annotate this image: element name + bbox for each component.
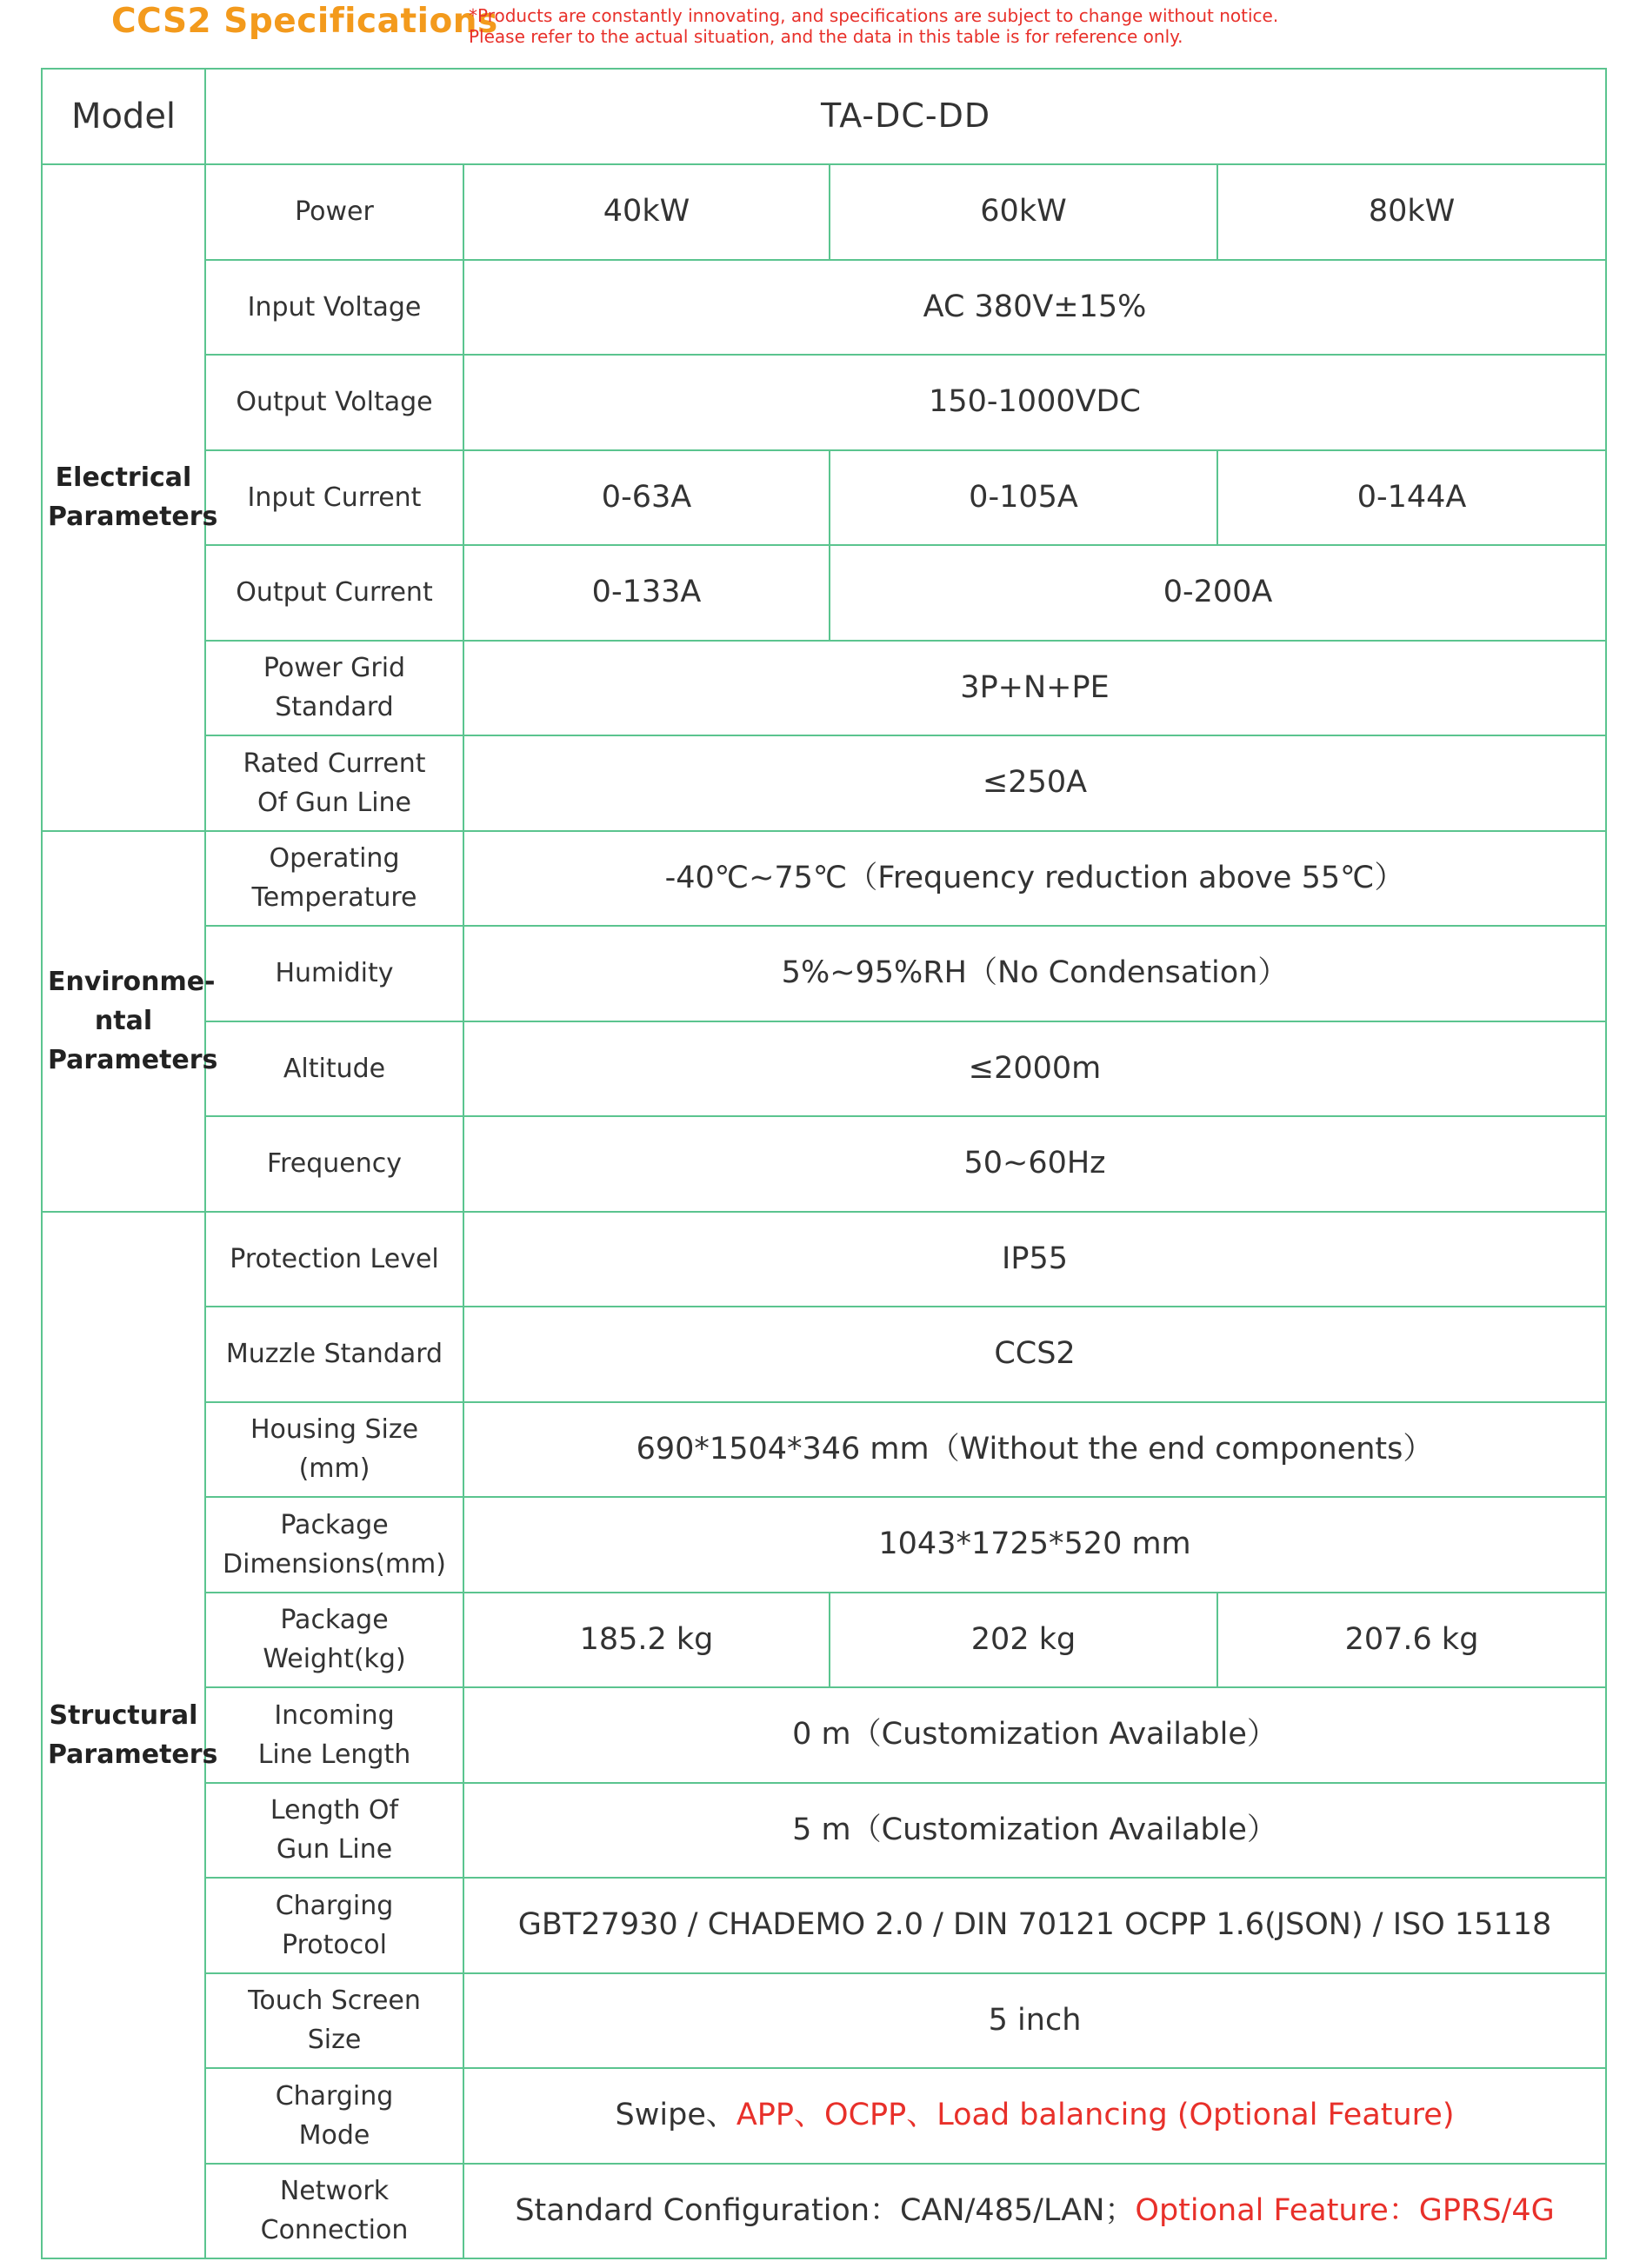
param-charging-mode (205, 2068, 463, 2164)
param-input-current: Input Current (205, 450, 463, 546)
param-output-current: Output Current (205, 545, 463, 641)
table-row-input-voltage (42, 260, 1606, 356)
protection-level-value: IP55 (463, 1212, 1606, 1307)
param-operating-temperature (205, 831, 463, 927)
gun-line-length-value: 5 m（Customization Available） (463, 1783, 1606, 1879)
param-incoming-line-length-line-1: Incoming (274, 1699, 395, 1731)
output-voltage-value: 150-1000VDC (463, 355, 1606, 450)
charging-mode-value (463, 2068, 1606, 2164)
power-value-3: 80kW (1217, 164, 1606, 260)
param-charging-mode-line-1: Charging (275, 2080, 394, 2112)
network-standard: Standard Configuration：CAN/485/LAN； (515, 2192, 1136, 2228)
param-operating-temperature-line-2: Temperature (251, 882, 417, 914)
table-row-output-voltage (42, 355, 1606, 450)
table-row-incoming-line-length (42, 1687, 1606, 1783)
table-row-output-current (42, 545, 1606, 641)
param-power-grid-line-1: Power Grid (263, 653, 406, 684)
param-incoming-line-length (205, 1687, 463, 1783)
housing-size-value: 690*1504*346 mm（Without the end components） (463, 1402, 1606, 1498)
param-output-voltage: Output Voltage (205, 355, 463, 450)
param-package-dimensions-line-2: Dimensions(mm) (223, 1548, 446, 1580)
category-structural (42, 1212, 218, 2259)
humidity-value: 5%~95%RH（No Condensation） (463, 926, 1606, 1021)
category-electrical-line-2: Parameters (48, 502, 218, 533)
category-electrical-line-1: Electrical (55, 462, 192, 494)
operating-temperature-value: -40℃~75℃（Frequency reduction above 55℃） (463, 831, 1606, 927)
table-row-humidity (42, 926, 1606, 1021)
category-environmental (42, 831, 218, 1212)
altitude-value: ≤2000m (463, 1021, 1606, 1117)
package-weight-value-2: 202 kg (830, 1593, 1217, 1688)
param-touch-screen-size-line-2: Size (307, 2025, 362, 2056)
param-housing-size-line-1: Housing Size (250, 1414, 419, 1446)
page-title: CCS2 Specifications (111, 2, 498, 41)
category-environmental-line-2: ntal (94, 1006, 153, 1036)
param-input-voltage: Input Voltage (205, 260, 463, 356)
table-row-charging-protocol (42, 1878, 1606, 1973)
charging-mode-standard: Swipe、 (615, 2098, 737, 2133)
category-environmental-line-3: Parameters (48, 1045, 218, 1075)
model-value: TA-DC-DD (205, 69, 1606, 164)
network-optional: Optional Feature：GPRS/4G (1135, 2192, 1555, 2228)
incoming-line-length-value: 0 m（Customization Available） (463, 1687, 1606, 1783)
category-electrical (42, 164, 218, 831)
touch-screen-size-value: 5 inch (463, 1973, 1606, 2069)
param-muzzle-standard: Muzzle Standard (205, 1307, 463, 1402)
input-current-value-1: 0-63A (463, 450, 830, 546)
disclaimer-line-2: Please refer to the actual situation, and the data in this table is for reference only. (469, 26, 1183, 47)
param-charging-protocol-line-1: Charging (275, 1890, 394, 1921)
param-package-dimensions (205, 1497, 463, 1593)
param-charging-protocol (205, 1878, 463, 1973)
input-current-value-2: 0-105A (830, 450, 1217, 546)
param-package-weight-line-1: Package (280, 1605, 389, 1636)
specifications-table (41, 68, 1607, 2259)
table-row-operating-temperature (42, 831, 1606, 927)
input-current-value-3: 0-144A (1217, 450, 1606, 546)
param-charging-protocol-line-2: Protocol (282, 1929, 387, 1960)
table-row-power (42, 164, 1606, 260)
category-environmental-line-1: Environme- (48, 967, 216, 997)
page-header (0, 0, 1633, 68)
table-row-touch-screen-size (42, 1973, 1606, 2069)
disclaimer-notice (469, 5, 1278, 47)
rated-current-value: ≤250A (463, 735, 1606, 831)
param-humidity: Humidity (205, 926, 463, 1021)
table-row-protection-level (42, 1212, 1606, 1307)
frequency-value: 50~60Hz (463, 1116, 1606, 1212)
output-current-value-2: 0-200A (830, 545, 1606, 641)
disclaimer-line-1: *Products are constantly innovating, and specifications are subject to change without notice. (469, 5, 1279, 26)
param-network-connection (205, 2164, 463, 2259)
param-housing-size-line-2: (mm) (298, 1453, 370, 1485)
charging-mode-optional: APP、OCPP、Load balancing (Optional Feature) (736, 2098, 1455, 2133)
param-network-connection-line-2: Connection (260, 2215, 409, 2246)
package-weight-value-1: 185.2 kg (463, 1593, 830, 1688)
table-row-input-current (42, 450, 1606, 546)
param-package-weight (205, 1593, 463, 1688)
param-protection-level: Protection Level (205, 1212, 463, 1307)
table-row-altitude (42, 1021, 1606, 1117)
param-housing-size (205, 1402, 463, 1498)
param-power: Power (205, 164, 463, 260)
param-incoming-line-length-line-2: Line Length (257, 1739, 411, 1770)
package-weight-value-3: 207.6 kg (1217, 1593, 1606, 1688)
input-voltage-value: AC 380V±15% (463, 260, 1606, 356)
power-grid-value: 3P+N+PE (463, 641, 1606, 736)
param-touch-screen-size-line-1: Touch Screen (248, 1985, 421, 2017)
param-rated-current-line-1: Rated Current (243, 748, 426, 779)
param-operating-temperature-line-1: Operating (269, 843, 400, 875)
table-row-package-dimensions (42, 1497, 1606, 1593)
param-touch-screen-size (205, 1973, 463, 2069)
category-structural-line-1: Structural (49, 1699, 198, 1731)
param-network-connection-line-1: Network (279, 2176, 390, 2207)
param-gun-line-length-line-1: Length Of (270, 1795, 399, 1826)
table-row-rated-current (42, 735, 1606, 831)
model-row (42, 69, 1606, 164)
table-row-housing-size (42, 1402, 1606, 1498)
table-row-power-grid (42, 641, 1606, 736)
power-value-2: 60kW (830, 164, 1217, 260)
table-row-muzzle-standard (42, 1307, 1606, 1402)
category-structural-line-2: Parameters (48, 1739, 218, 1770)
param-package-dimensions-line-1: Package (280, 1509, 389, 1540)
table-row-frequency (42, 1116, 1606, 1212)
table-row-gun-line-length (42, 1783, 1606, 1879)
table-row-package-weight (42, 1593, 1606, 1688)
param-gun-line-length (205, 1783, 463, 1879)
table-row-network-connection (42, 2164, 1606, 2259)
network-connection-value (463, 2164, 1606, 2259)
param-rated-current (205, 735, 463, 831)
table-row-charging-mode (42, 2068, 1606, 2164)
model-label: Model (42, 69, 205, 164)
package-dimensions-value: 1043*1725*520 mm (463, 1497, 1606, 1593)
param-gun-line-length-line-2: Gun Line (276, 1834, 393, 1866)
charging-protocol-value: GBT27930 / CHADEMO 2.0 / DIN 70121 OCPP 1.6(JSON) / ISO 15118 (463, 1878, 1606, 1973)
param-altitude: Altitude (205, 1021, 463, 1117)
param-rated-current-line-2: Of Gun Line (257, 787, 412, 818)
param-frequency: Frequency (205, 1116, 463, 1212)
muzzle-standard-value: CCS2 (463, 1307, 1606, 1402)
param-charging-mode-line-2: Mode (298, 2119, 370, 2151)
param-power-grid-line-2: Standard (275, 692, 394, 723)
param-power-grid (205, 641, 463, 736)
power-value-1: 40kW (463, 164, 830, 260)
output-current-value-1: 0-133A (463, 545, 830, 641)
param-package-weight-line-2: Weight(kg) (263, 1644, 406, 1675)
